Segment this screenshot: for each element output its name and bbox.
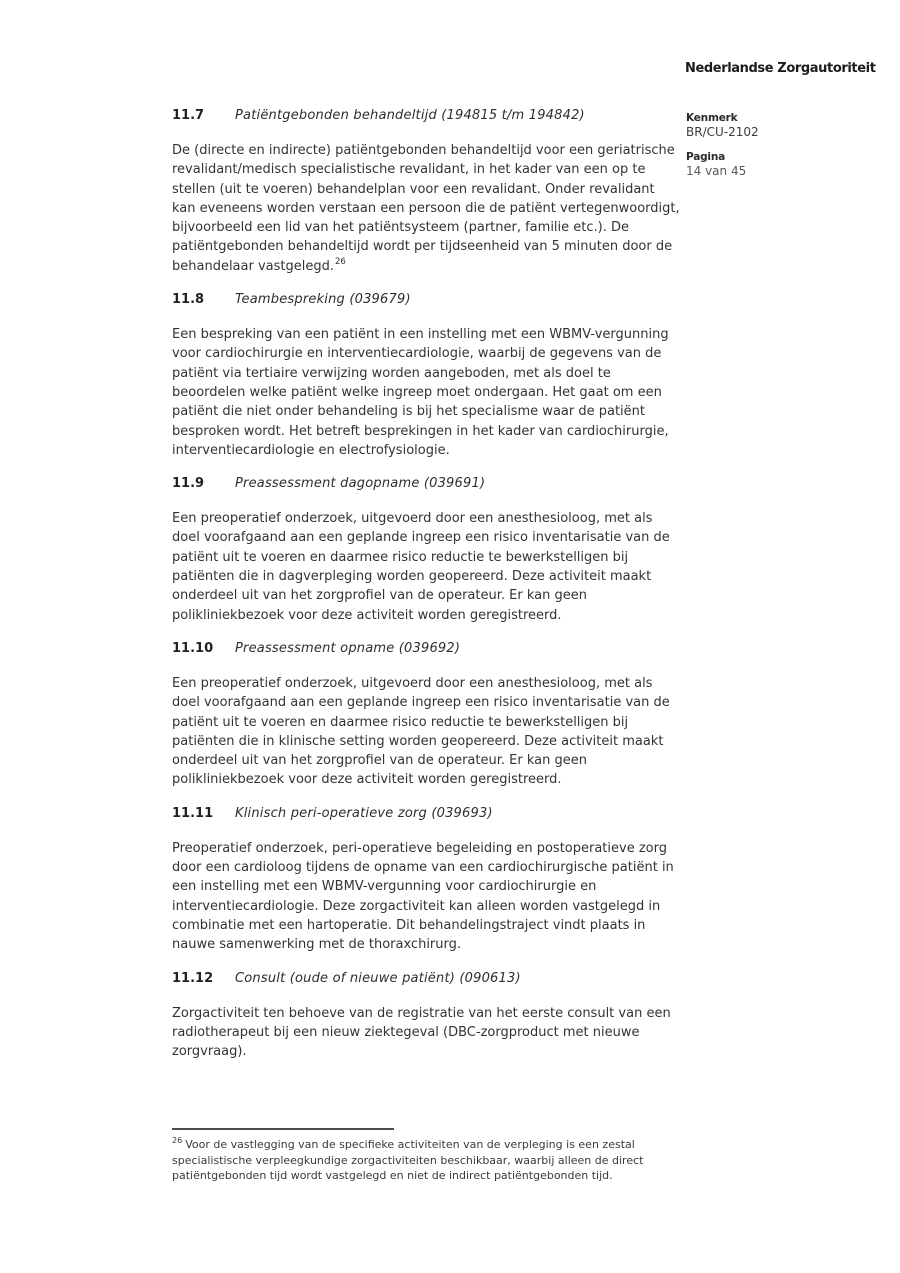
pagina-label: Pagina: [686, 151, 725, 163]
section-heading: [172, 970, 680, 987]
section-body: [172, 325, 680, 460]
document-meta: [686, 112, 866, 190]
meta-pagina-group: [686, 151, 866, 179]
section-number: 11.11: [172, 805, 214, 821]
section-title: Preassessment opname (039692): [235, 640, 461, 656]
section-body-text: Zorgactiviteit ten behoeve van de registratie van het eerste consult van een radiotherapeut bij een nieuw ziektegeval (DBC-zorgproduct met nieuwe zorgvraag).: [172, 1005, 671, 1060]
section-11-7: [172, 107, 680, 276]
footnote-number: 26: [172, 1136, 183, 1146]
footnote-body: Voor de vastlegging van de specifieke activiteiten van de verpleging is een zestal specialistische verpleegkundige zorgactiviteiten beschikbaar, waarbij alleen de direct patiëntgebonden tijd wordt vastgelegd en niet de indirect patiëntgebonden tijd.: [172, 1138, 644, 1182]
meta-kenmerk-group: [686, 112, 866, 140]
section-number: 11.10: [172, 640, 214, 656]
section-11-8: [172, 291, 680, 460]
section-number: 11.12: [172, 970, 214, 986]
section-body: [172, 509, 680, 625]
section-body-text: Een preoperatief onderzoek, uitgevoerd door een anesthesioloog, met als doel voorafgaand aan een geplande ingreep een risico inventarisatie van de patiënt uit te voeren en daarmee risico reductie te bewerkstelligen bij patiënten die in dagverpleging worden geopereerd. Deze activiteit maakt onderdeel uit van het zorgprofiel van de operateur. Er kan geen polikliniekbezoek voor deze activiteit worden geregistreerd.: [172, 511, 670, 623]
section-body: [172, 674, 680, 790]
footnote-text: [172, 1137, 674, 1184]
section-body-text: Een preoperatief onderzoek, uitgevoerd door een anesthesioloog, met als doel voorafgaand aan een geplande ingreep een risico inventarisatie van de patiënt uit te voeren en daarmee risico reductie te bewerkstelligen bij patiënten die in klinische setting worden geopereerd. Deze activiteit maakt onderdeel uit van het zorgprofiel van de operateur. Er kan geen polikliniekbezoek voor deze activiteit worden geregistreerd.: [172, 675, 670, 788]
section-number: 11.9: [172, 476, 205, 492]
section-title: Klinisch peri-operatieve zorg (039693): [235, 805, 493, 821]
main-content: [172, 107, 680, 1076]
footnote-separator: [172, 1128, 394, 1130]
section-11-10: [172, 640, 680, 790]
section-heading: [172, 475, 680, 492]
kenmerk-value: BR/CU-2102: [686, 125, 759, 139]
section-title: Preassessment dagopname (039691): [235, 476, 486, 492]
section-11-9: [172, 475, 680, 625]
section-number: 11.7: [172, 108, 205, 123]
section-body: [172, 839, 680, 955]
section-title: Patiëntgebonden behandeltijd (194815 t/m 194842): [235, 108, 585, 123]
section-heading: [172, 291, 680, 308]
footnote-ref-marker: 26: [335, 257, 346, 268]
section-body-text: Preoperatief onderzoek, peri-operatieve begeleiding en postoperatieve zorg door een cardioloog tijdens de opname van een cardiochirurgische patiënt in een instelling met een WBMV-vergunning voor cardiochirurgie en interventiecardiologie. Deze zorgactiviteit kan alleen worden vastgelegd in combinatie met een hartoperatie. Dit behandelingstraject vindt plaats in nauwe samenwerking met de thoraxchirurg.: [172, 840, 674, 953]
section-number: 11.8: [172, 292, 205, 308]
section-heading: [172, 107, 680, 124]
section-11-11: [172, 805, 680, 955]
section-title: Consult (oude of nieuwe patiënt) (090613): [235, 970, 521, 986]
section-heading: [172, 640, 680, 657]
kenmerk-label: Kenmerk: [686, 112, 738, 124]
brand-title: Nederlandse Zorgautoriteit: [685, 61, 876, 76]
section-body: [172, 1004, 680, 1062]
section-body-text: De (directe en indirecte) patiëntgebonden behandeltijd voor een geriatrische revalidant/medisch specialistische revalidant, in het kader van een op te stellen (uit te voeren) behandelplan voor een revalidant. Onder revalidant kan eveneens worden verstaan een persoon die de patiënt vertegenwoordigt, bijvoorbeeld een lid van het patiëntsysteem (partner, familie etc.). De patiëntgebonden behandeltijd wordt per tijdseenheid van 5 minuten door de behandelaar vastgelegd.: [172, 143, 680, 274]
footnote-block: [172, 1128, 674, 1184]
section-body-text: Een bespreking van een patiënt in een instelling met een WBMV-vergunning voor cardiochirurgie en interventiecardiologie, waarbij de gegevens van de patiënt via tertiaire verwijzing worden aangeboden, met als doel te beoordelen welke patiënt welke ingreep moet ondergaan. Het gaat om een patiënt die niet onder behandeling is bij het specialisme waar de patiënt besproken wordt. Het betreft besprekingen in het kader van cardiochirurgie, interventiecardiologie en electrofysiologie.: [172, 327, 669, 458]
section-11-12: [172, 970, 680, 1062]
pagina-value: 14 van 45: [686, 164, 747, 178]
section-title: Teambespreking (039679): [235, 292, 411, 308]
section-heading: [172, 805, 680, 822]
section-body: [172, 141, 680, 276]
